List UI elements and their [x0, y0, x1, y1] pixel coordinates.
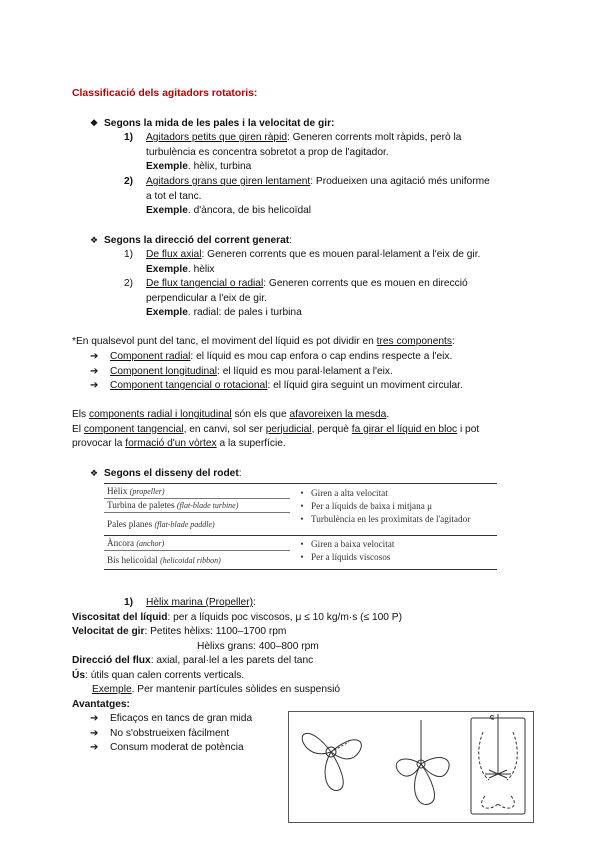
page-title: Classificació dels agitadors rotatoris: — [72, 88, 258, 99]
list-item: 2) De flux tangencial o radial: Generen corrents que es mouen en direcció — [124, 278, 468, 289]
impeller-design-table — [104, 483, 497, 570]
table-cell-name: Àncora (anchor) — [107, 538, 165, 548]
diamond-bullet-icon: ❖ — [90, 118, 99, 128]
list-item-continuation: a tot el tanc. — [146, 190, 202, 202]
arrow-bullet-icon: ➔ — [90, 742, 99, 753]
table-point: • Turbulència en les proximitats de l'agitador — [293, 513, 494, 526]
table-point: • Giren a baixa velocitat — [293, 538, 494, 551]
table-cell-name: Bis helicoïdal (helicoidal ribbon) — [104, 550, 290, 568]
table-cell-name: Pales planes (flat-blade paddle) — [104, 512, 290, 534]
paragraph-line: provocar la formació d'un vòrtex a la superfície. — [72, 438, 286, 449]
bullet-dot-icon: • — [300, 488, 304, 498]
example-line: Exemple. radial: de pales i turbina — [146, 307, 302, 318]
table-cell-name: Turbina de paletes (flat-blade turbine) — [104, 498, 290, 512]
list-item: 2) Agitadors grans que giren lentament: Produeixen una agitació més uniforme — [124, 176, 490, 187]
section-heading-size: ❖ Segons la mida de les pales i la velocitat de gir: — [90, 118, 335, 129]
list-item: ➔ Component radial: el líquid es mou cap enfora o cap endins respecte a l'eix. — [90, 350, 452, 365]
property-line: Velocitat de gir: Petites hèlixs: 1100–1700 rpm — [72, 626, 287, 637]
section-heading-design: ❖ Segons el disseny del rodet: — [90, 468, 242, 479]
arrow-bullet-icon: ➔ — [90, 727, 99, 739]
table-point: • Per a líquids de baixa i mitjana μ — [293, 500, 494, 513]
table-point: • Giren a alta velocitat — [293, 487, 494, 500]
list-item-continuation: turbulència es concentra sobretot a prop de l'agitador. — [146, 146, 389, 158]
property-line: Avantatges: — [72, 698, 130, 710]
paragraph-line: Els components radial i longitudinal són els que afavoreixen la mesda. — [72, 409, 390, 420]
list-item: ➔ Consum moderat de potència — [90, 741, 244, 756]
paragraph-line: El component tangencial, en canvi, sol ser perjudicial, perquè fa girar el líquid en bloc i pot — [72, 423, 480, 435]
diamond-bullet-icon: ❖ — [90, 235, 99, 245]
section-heading-direction: ❖ Segons la direcció del corrent generat: — [90, 235, 292, 246]
bullet-dot-icon: • — [300, 514, 304, 524]
table-cell-name: Hèlix (propeller) — [107, 486, 165, 496]
arrow-bullet-icon: ➔ — [90, 351, 99, 362]
list-item-continuation: perpendicular a l'eix de gir. — [146, 292, 267, 304]
property-line: Hèlixs grans: 400–800 rpm — [197, 640, 319, 652]
property-line: Viscositat del líquid: per a líquids poc viscosos, μ ≤ 10 kg/m·s (≤ 100 P) — [72, 611, 402, 623]
list-item: ➔ Eficaços en tancs de gran mida — [90, 712, 252, 727]
arrow-bullet-icon: ➔ — [90, 713, 99, 724]
example-line: Exemple. hèlix, turbina — [146, 161, 252, 172]
list-item: 1) De flux axial: Generen corrents que es mouen paral·lelament a l'eix de gir. — [124, 249, 481, 260]
bullet-dot-icon: • — [300, 501, 304, 511]
table-point: • Per a líquids viscosos — [293, 551, 494, 564]
example-line: Exemple. Per mantenir partícules sòlides en suspensió — [92, 684, 341, 695]
diamond-bullet-icon: ❖ — [90, 468, 99, 478]
propeller-drawings-icon — [289, 712, 533, 822]
example-line: Exemple. hèlix — [146, 263, 215, 275]
arrow-bullet-icon: ➔ — [90, 380, 99, 391]
bullet-dot-icon: • — [300, 552, 304, 562]
list-item: 1) Agitadors petits que giren ràpid: Generen corrents molt ràpids, però la — [124, 132, 462, 143]
property-line: Direcció del flux: axial, paral·lel a les parets del tanc — [72, 655, 314, 666]
example-line: Exemple. d'àncora, de bis helicoïdal — [146, 205, 312, 216]
list-item: ➔ Component tangencial o rotacional: el líquid gira seguint un moviment circular. — [90, 379, 463, 394]
list-item: ➔ Component longitudinal: el líquid es mou paral·lelament a l'eix. — [90, 365, 393, 380]
components-intro: *En qualsevol punt del tanc, el moviment del líquid es pot dividir en tres components: — [72, 336, 455, 347]
subsection-title: 1) Hèlix marina (Propeller): — [124, 597, 256, 608]
arrow-bullet-icon: ➔ — [90, 365, 99, 377]
bullet-dot-icon: • — [300, 539, 304, 549]
property-line: Ús: útils quan calen corrents verticals. — [72, 669, 245, 681]
list-item: ➔ No s'obstrueixen fàcilment — [90, 727, 229, 742]
propeller-figure — [288, 711, 534, 823]
